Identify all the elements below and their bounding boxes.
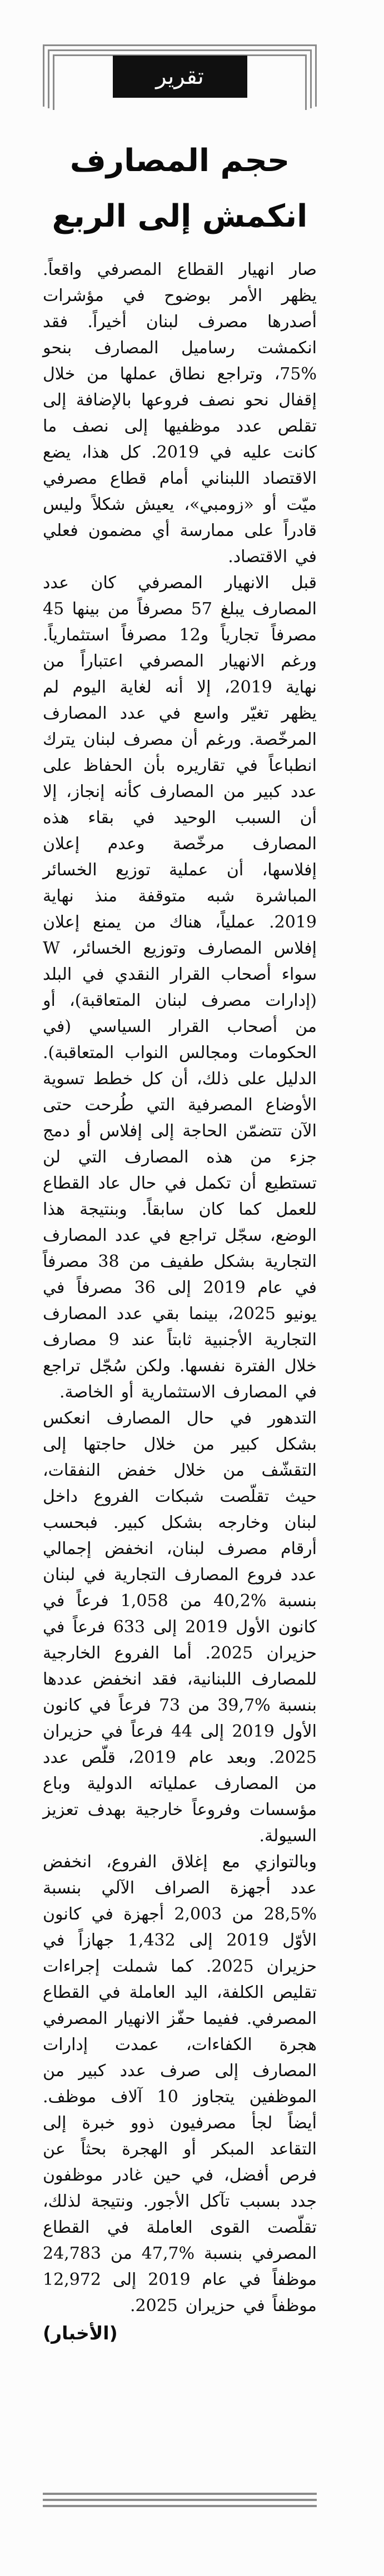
divider-rule — [43, 2499, 317, 2501]
kicker-label: تقرير — [156, 64, 204, 89]
article-body — [43, 257, 317, 2344]
article-paragraph: قبل الانهيار المصرفي كان عدد المصارف يبلغ 57 مصرفاً من بينها 45 مصرفاً تجارياً و12 مصرفاً استثمارياً. ورغم الانهيار المصرفي اعتباراً من نهاية 2019، إلا أنه لغاية اليوم لم يظهر تغيّر واسع في عدد المصارف المرخّصة. ورغم أن مصرف لبنان يترك انطباعاً في تقاريره بأن الحفاظ على عدد كبير من المصارف كأنه إنجاز، إلا أن السبب الوحيد في بقاء هذه المصارف مرخّصة وعدم إعلان إفلاسها، أن عملية توزيع الخسائر المباشرة شبه متوقفة منذ نهاية 2019. عملياً، هناك من يمنع إعلان إفلاس المصارف وتوزيع الخسائر، W سواء أصحاب القرار النقدي في البلد (إدارات مصرف لبنان المتعاقبة)، أو من أصحاب القرار السياسي (في الحكومات ومجالس النواب المتعاقبة). الدليل على ذلك، أن كل خطط تسوية الأوضاع المصرفية التي طُرحت حتى الآن تتضمّن الحاجة إلى إفلاس أو دمج جزء من هذه المصارف التي لن تستطيع أن تكمل في حال عاد القطاع للعمل كما كان سابقاً. وبنتيجة هذا الوضع، سجّل تراجع في عدد المصارف التجارية بشكل طفيف من 38 مصرفاً في عام 2019 إلى 36 مصرفاً في يونيو 2025، بينما بقي عدد المصارف التجارية الأجنبية ثابتاً عند 9 مصارف خلال الفترة نفسها. ولكن سُجّل تراجع في المصارف الاستثمارية أو الخاصة. — [43, 573, 317, 1402]
divider-rule — [43, 2493, 317, 2495]
article-paragraph: صار انهيار القطاع المصرفي واقعاً. يظهر الأمر بوضوح في مؤشرات أصدرها مصرف لبنان أخيراً. فقد انكمشت رساميل المصارف بنحو %75، وتراجع نطاق عملها من خلال إقفال نحو نصف فروعها بالإضافة إلى تقلص عدد موظفيها إلى نصف ما كانت عليه في 2019. كل هذا، يضع الاقتصاد اللبناني أمام قطاع مصرفي ميّت أو «زومبي»، يعيش شكلاً وليس قادراً على ممارسة أي مضمون فعلي في الاقتصاد. — [43, 260, 317, 567]
article-signature: (الأخبار) — [43, 2322, 118, 2344]
article-headline — [43, 133, 317, 244]
article-paragraph: وبالتوازي مع إغلاق الفروع، انخفض عدد أجهزة الصراف الآلي بنسبة %28,5 من 2,003 أجهزة في كانون الأوّل 2019 إلى 1,432 جهازاً في حزيران 2025. كما شملت إجراءات تقليص الكلفة، اليد العاملة في القطاع المصرفي. ففيما حفّز الانهيار المصرفي هجرة الكفاءات، عمدت إدارات المصارف إلى صرف عدد كبير من الموظفين يتجاوز 10 آلاف موظف. أيضاً لجأ مصرفيون ذوو خبرة إلى التقاعد المبكر أو الهجرة بحثاً عن فرص أفضل، في حين غادر موظفون جدد بسبب تآكل الأجور. ونتيجة لذلك، تقلّصت القوى العاملة في القطاع المصرفي بنسبة %47,7 من 24,783 موظفاً في عام 2019 إلى 12,972 موظفاً في حزيران 2025. — [43, 1852, 317, 2316]
article-paragraph: التدهور في حال المصارف انعكس بشكل كبير من خلال حاجتها إلى التقشّف من خلال خفض النفقات، حيث تقلّصت شبكات الفروع داخل لبنان وخارجه بشكل كبير. فبحسب أرقام مصرف لبنان، انخفض إجمالي عدد فروع المصارف التجارية في لبنان بنسبة %40,2 من 1,058 فرعاً في كانون الأول 2019 إلى 633 فرعاً في حزيران 2025. أما الفروع الخارجية للمصارف اللبنانية، فقد انخفض عددها بنسبة %39,7 من 73 فرعاً في كانون الأول 2019 إلى 44 فرعاً في حزيران 2025. وبعد عام 2019، قلّص عدد من المصارف عملياته الدولية وباع مؤسسات وفروعاً خارجية بهدف تعزيز السيولة. — [43, 1409, 317, 1846]
kicker-frame — [43, 44, 317, 110]
headline-line-1: حجم المصارف — [69, 143, 290, 179]
article-column — [43, 44, 317, 2344]
headline-line-2: انكمش إلى الربع — [52, 198, 308, 234]
bottom-divider — [43, 2493, 317, 2507]
kicker-badge — [113, 56, 247, 98]
divider-rule — [43, 2505, 317, 2507]
